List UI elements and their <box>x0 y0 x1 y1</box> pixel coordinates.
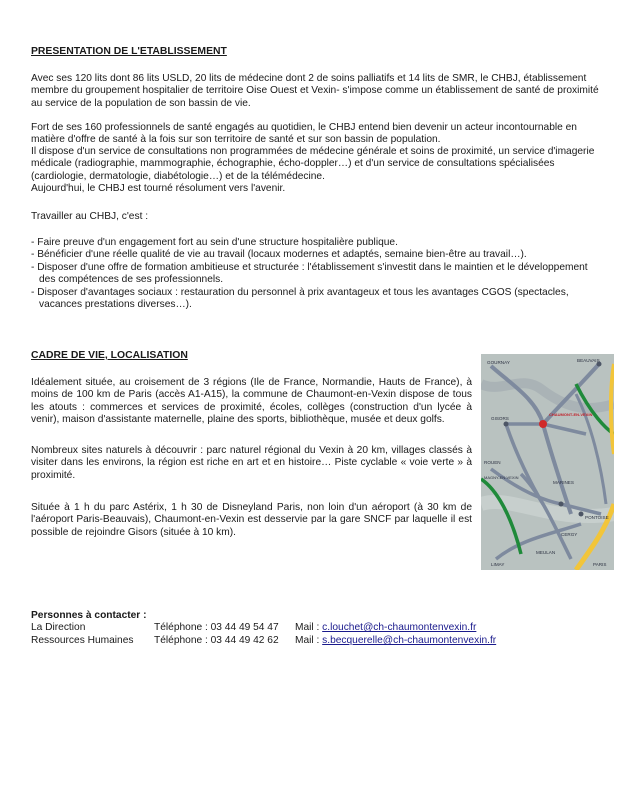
contacts-block <box>31 610 591 648</box>
presentation-paragraph: Il dispose d'un service de consultations non programmées de médecine générale et soins de proximité, un service d'imagerie médicale (radiographie, mammographie, échographie, écho-doppler…) et d'un service de consultations spécialisées (cardiologie, dermatologie, diabétologie…) et de la télémédecine. <box>31 146 595 182</box>
travailler-intro: Travailler au CHBJ, c'est : <box>31 211 149 222</box>
map-label-paris: PARIS <box>593 562 607 567</box>
presentation-paragraph: Avec ses 120 lits dont 86 lits USLD, 20 lits de médecine dont 2 de soins palliatifs et 14 lits de SMR, le CHBJ, établissement membre du groupement hospitalier de territoire Oise Ouest et Vexin- s'impose comme un établissement de santé de proximité au service de la population de son bassin de vie. <box>31 73 599 109</box>
section-heading-presentation: PRESENTATION DE L'ETABLISSEMENT <box>31 46 227 57</box>
map-label-pontoise: PONTOISE <box>585 515 609 520</box>
mail-label: Mail : <box>295 622 323 634</box>
contact-name: La Direction <box>31 622 86 634</box>
cadre-paragraph: Idéalement située, au croisement de 3 régions (Ile de France, Normandie, Hauts de France), à moins de 100 km de Paris (accès A1-A15), la commune de Chaumont-en-Vexin dispose de tous les atouts : commerces et services de proximité, écoles, collèges (construction d'un lycée à venir), maison d'assistante maternelle, plaine des sports, bibliothèque, musée et deux golfs. <box>31 377 472 426</box>
map-label-cergy: CERGY <box>561 532 578 537</box>
contact-name: Ressources Humaines <box>31 635 134 646</box>
town-marker <box>559 502 564 507</box>
contact-row <box>31 635 591 648</box>
presentation-paragraph: Fort de ses 160 professionnels de santé engagés au quotidien, le CHBJ entend bien devenir un acteur incontournable en matière d'offre de santé à la fois sur son territoire de santé et sur son bassin de population. <box>31 122 577 146</box>
map-label-beauvais: BEAUVAIS <box>577 358 600 363</box>
map-label-chaumont: CHAUMONT-EN-VEXIN <box>549 412 593 417</box>
section-heading-cadre: CADRE DE VIE, LOCALISATION <box>31 350 188 361</box>
map-label-gournay: GOURNAY <box>487 360 510 365</box>
mail-label: Mail : <box>295 635 323 646</box>
location-map <box>481 354 614 570</box>
contact-phone: Téléphone : 03 44 49 42 62 <box>154 635 279 646</box>
contact-mail <box>295 635 496 647</box>
list-item: - Disposer d'une offre de formation ambitieuse et structurée : l'établissement s'investit dans le maintien et le développement des compétences de ses professionnels. <box>31 261 588 286</box>
map-label-marines: MARINES <box>553 480 574 485</box>
contact-mail <box>295 622 476 634</box>
email-link[interactable]: s.becquerelle@ch-chaumontenvexin.fr <box>322 635 497 646</box>
contact-row <box>31 622 591 635</box>
list-item: - Disposer d'avantages sociaux : restauration du personnel à prix avantageux et tous les avantages CGOS (spectacles, vacances prestations diverses…). <box>31 286 569 311</box>
map-label-magny: MAGNY-EN-VEXIN <box>484 475 519 480</box>
contact-phone: Téléphone : 03 44 49 54 47 <box>154 622 279 634</box>
benefits-list <box>31 237 603 311</box>
list-item: - Faire preuve d'un engagement fort au sein d'une structure hospitalière publique. <box>31 237 398 248</box>
map-label-limay: LIMAY <box>491 562 505 567</box>
cadre-paragraph: Nombreux sites naturels à découvrir : parc naturel régional du Vexin à 20 km, villages classés à visiter dans les environs, la région est riche en art et en histoire… Piste cyclable « voie verte » à proximité. <box>31 445 472 481</box>
location-map-graphic <box>481 354 614 570</box>
chaumont-marker <box>539 420 547 428</box>
map-label-rouen: ROUEN <box>484 460 501 465</box>
contacts-title: Personnes à contacter : <box>31 610 147 621</box>
map-label-gisors: GISORS <box>491 416 509 421</box>
list-item: - Bénéficier d'une réelle qualité de vie au travail (locaux modernes et adaptés, semaine bien-être au travail…). <box>31 249 527 261</box>
town-marker <box>579 512 584 517</box>
email-link[interactable]: c.louchet@ch-chaumontenvexin.fr <box>322 622 477 634</box>
town-marker <box>504 422 509 427</box>
cadre-paragraph: Située à 1 h du parc Astérix, 1 h 30 de Disneyland Paris, non loin d'un aéroport (à 30 km de l'aéroport Paris-Beauvais), Chaumont-en-Vexin est desservie par la gare SNCF par laquelle il est possible de rejoindre Gisors (située à 10 km). <box>31 502 472 538</box>
map-label-meulan: MEULAN <box>536 550 556 555</box>
presentation-paragraph: Aujourd'hui, le CHBJ est tourné résolument vers l'avenir. <box>31 183 286 194</box>
